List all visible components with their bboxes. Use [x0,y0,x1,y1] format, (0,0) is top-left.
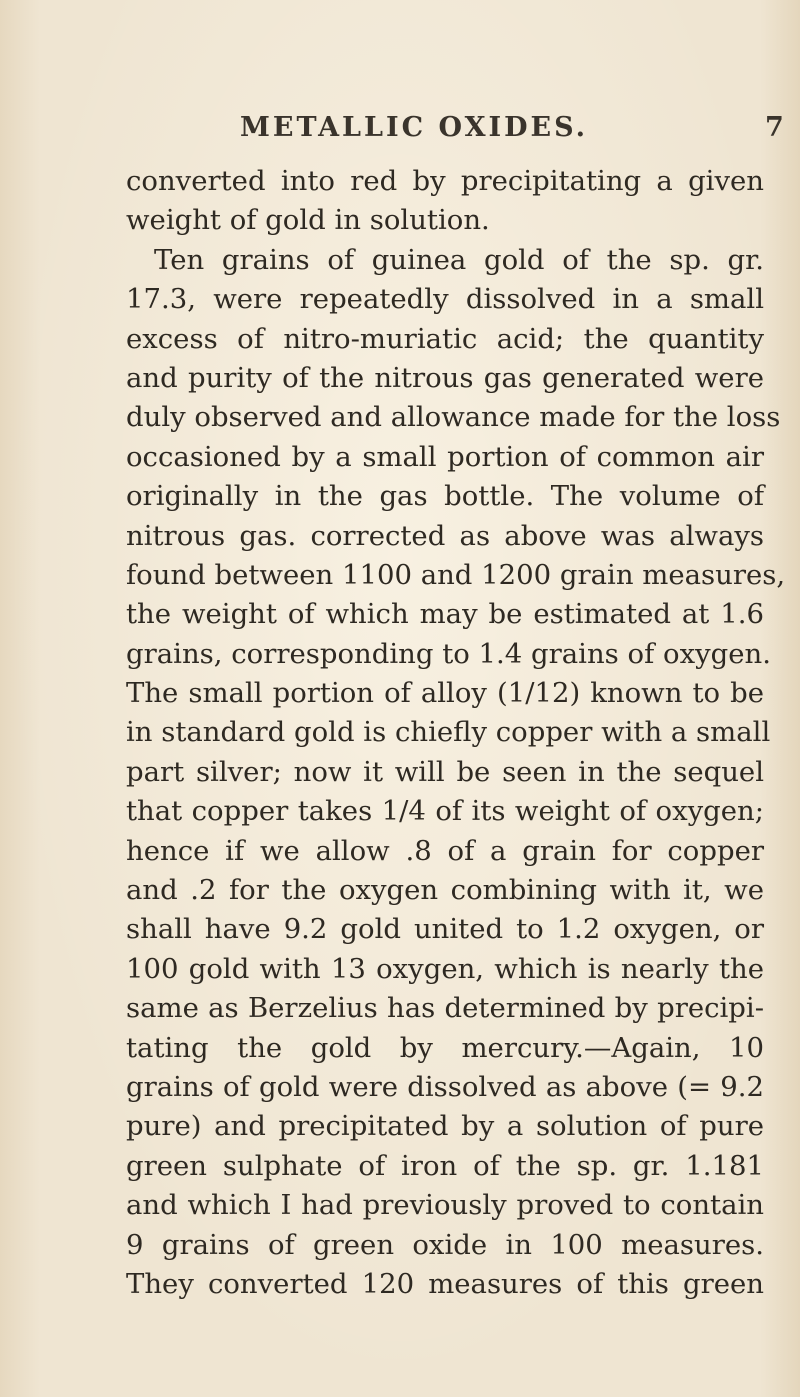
text-line: grains, corresponding to 1.4 grains of oxygen. [126,637,771,670]
running-head [0,112,800,152]
running-head-title: METALLIC OXIDES. [240,112,589,143]
text-line: converted into red by precipitating a given [126,165,764,197]
text-line: 9 grains of green oxide in 100 measures. [126,1228,764,1261]
text-line: that copper takes 1/4 of its weight of oxygen; [126,795,764,828]
text-line: in standard gold is chiefly copper with a small [126,716,771,749]
text-line: 100 gold with 13 oxygen, which is nearly the [126,952,764,985]
text-line: and .2 for the oxygen combining with it, we [126,874,764,907]
text-line: duly observed and allowance made for the loss [126,401,781,434]
body-text [126,162,786,1304]
text-line: nitrous gas. corrected as above was always [126,519,764,552]
text-line: found between 1100 and 1200 grain measures, [126,558,786,591]
text-line: hence if we allow .8 of a grain for copper [126,834,764,867]
text-line: green sulphate of iron of the sp. gr. 1.181 [126,1149,764,1182]
text-line: weight of gold in solution. [126,204,490,237]
text-line: the weight of which may be estimated at 1.6 [126,598,764,631]
text-line: The small portion of alloy (1/12) known to be [126,677,764,710]
text-line: shall have 9.2 gold united to 1.2 oxygen, or [126,913,764,946]
page-number: 7 [765,112,784,143]
text-line: tating the gold by mercury.—Again, 10 [126,1031,764,1064]
text-line: same as Berzelius has determined by precipi- [126,992,764,1025]
text-line: grains of gold were dissolved as above (= 9.2 [126,1070,764,1103]
text-line: pure) and precipitated by a solution of pure [126,1110,764,1143]
text-line: occasioned by a small portion of common air [126,440,764,473]
text-line: part silver; now it will be seen in the sequel [126,755,764,788]
text-line: excess of nitro-muriatic acid; the quantity [126,322,764,355]
text-line: and purity of the nitrous gas generated were [126,361,764,394]
text-line: originally in the gas bottle. The volume of [126,480,764,513]
text-line: and which I had previously proved to contain [126,1189,764,1222]
text-line: They converted 120 measures of this green [126,1267,764,1300]
text-line: Ten grains of guinea gold of the sp. gr. [154,243,764,276]
text-line: 17.3, were repeatedly dissolved in a small [126,283,764,316]
